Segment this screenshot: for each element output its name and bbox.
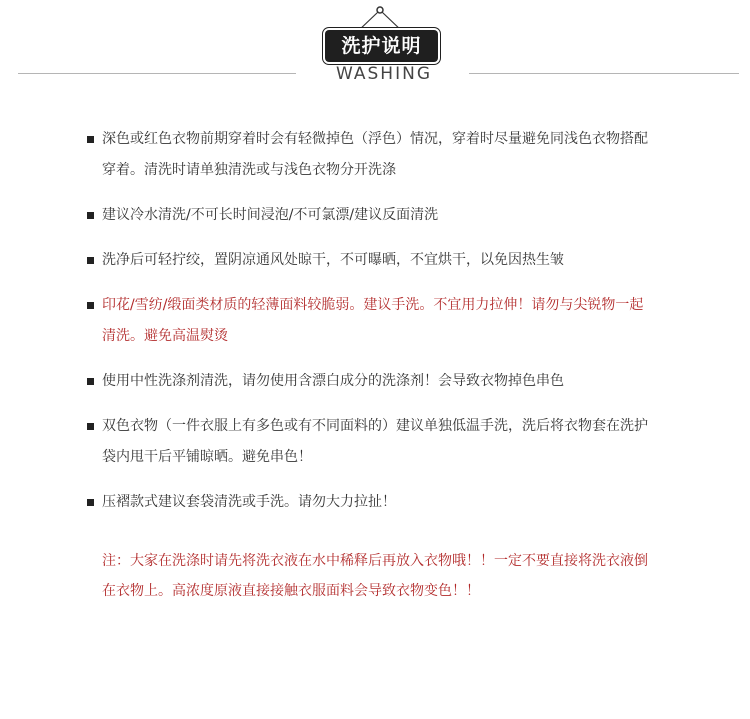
care-item-text: 双色衣物（一件衣服上有多色或有不同面料的）建议单独低温手洗，洗后将衣物套在洗护袋内甩干后平铺晾晒。避免串色！ <box>102 418 648 465</box>
care-instructions-list <box>86 124 656 532</box>
care-item <box>86 124 656 186</box>
washing-note: 注：大家在洗涤时请先将洗衣液在水中稀释后再放入衣物哦！！一定不要直接将洗衣液倒在衣物上。高浓度原液直接接触衣服面料会导致衣物变色！！ <box>102 553 648 599</box>
page-title: 洗护说明 <box>325 30 438 62</box>
divider-left <box>18 73 296 74</box>
care-item-text: 建议冷水清洗/不可长时间浸泡/不可氯漂/建议反面清洗 <box>102 207 439 223</box>
bullet-icon <box>87 136 94 143</box>
page-subtitle: WASHING <box>336 64 432 84</box>
care-item-text: 印花/雪纺/缎面类材质的轻薄面料较脆弱。建议手洗。不宜用力拉伸！请勿与尖锐物一起清洗。避免高温熨烫 <box>102 297 644 344</box>
care-item-text: 洗净后可轻拧绞，置阴凉通风处晾干，不可曝晒，不宜烘干，以免因热生皱 <box>102 252 564 268</box>
care-item <box>86 290 656 352</box>
bullet-icon <box>87 499 94 506</box>
care-item <box>86 245 656 276</box>
bullet-icon <box>87 378 94 385</box>
divider-right <box>469 73 739 74</box>
care-item <box>86 411 656 473</box>
bullet-icon <box>87 423 94 430</box>
section-header <box>0 0 750 100</box>
bullet-icon <box>87 257 94 264</box>
care-item-text: 深色或红色衣物前期穿着时会有轻微掉色（浮色）情况，穿着时尽量避免同浅色衣物搭配穿着。清洗时请单独清洗或与浅色衣物分开洗涤 <box>102 131 648 178</box>
care-item <box>86 200 656 231</box>
care-item <box>86 366 656 397</box>
care-item <box>86 487 656 518</box>
bullet-icon <box>87 302 94 309</box>
care-item-text: 使用中性洗涤剂清洗，请勿使用含漂白成分的洗涤剂！会导致衣物掉色串色 <box>102 373 564 389</box>
care-item-text: 压褶款式建议套袋清洗或手洗。请勿大力拉扯！ <box>102 494 396 510</box>
bullet-icon <box>87 212 94 219</box>
